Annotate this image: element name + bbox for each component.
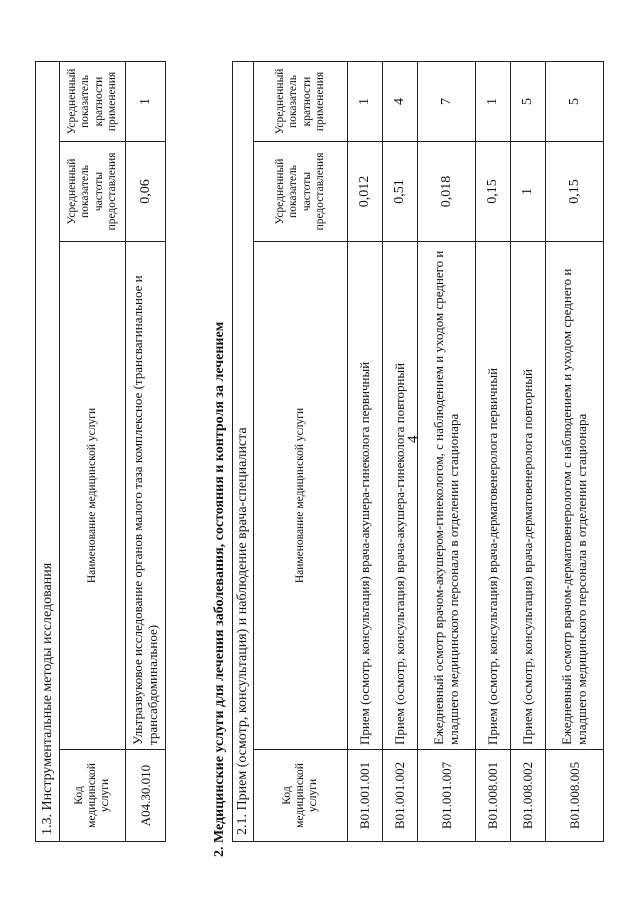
header-freq: Усредненный показатель частоты предоставления bbox=[254, 142, 348, 242]
table-row bbox=[348, 61, 383, 841]
table-row bbox=[476, 61, 511, 841]
service-name: Прием (осмотр, консультация) врача-дерматовенеролога первичный bbox=[476, 242, 511, 750]
multiplicity-value: 1 bbox=[126, 61, 166, 141]
frequency-value: 0,012 bbox=[348, 142, 383, 242]
service-name: Прием (осмотр, консультация) врача-акушера-гинеколога повторный bbox=[383, 242, 418, 750]
table-title: 1.3. Инструментальные методы исследования bbox=[36, 61, 60, 841]
service-code: B01.001.002 bbox=[383, 750, 418, 842]
multiplicity-value: 5 bbox=[511, 61, 546, 141]
service-name: Прием (осмотр, консультация) врача-дерматовенеролога повторный bbox=[511, 242, 546, 750]
instrumental-methods-table bbox=[35, 61, 166, 842]
frequency-value: 0,018 bbox=[418, 142, 476, 242]
service-code: A04.30.010 bbox=[126, 750, 166, 842]
service-code: B01.008.005 bbox=[546, 750, 604, 842]
frequency-value: 0,15 bbox=[476, 142, 511, 242]
header-freq: Усредненный показатель частоты предоставления bbox=[60, 142, 126, 242]
table-title: 2.1. Прием (осмотр, консультация) и наблюдение врача-специалиста bbox=[233, 61, 254, 841]
page-number: 4 bbox=[405, 435, 421, 443]
header-name: Наименование медицинской услуги bbox=[254, 242, 348, 750]
frequency-value: 1 bbox=[511, 142, 546, 242]
frequency-value: 0,06 bbox=[126, 142, 166, 242]
table-row bbox=[418, 61, 476, 841]
specialist-consultation-table bbox=[232, 61, 604, 842]
header-mult: Усредненный показатель кратности применения bbox=[60, 61, 126, 141]
table-row bbox=[511, 61, 546, 841]
service-name: Прием (осмотр, консультация) врача-акушера-гинеколога первичный bbox=[348, 242, 383, 750]
multiplicity-value: 7 bbox=[418, 61, 476, 141]
service-name: Ежедневный осмотр врачом-акушером-гинекологом, с наблюдением и уходом среднего и младшего медицинского персонала в отделении стационара bbox=[418, 242, 476, 750]
header-code: Код медицинской услуги bbox=[60, 750, 126, 842]
frequency-value: 0,15 bbox=[546, 142, 604, 242]
table-row bbox=[126, 61, 166, 841]
frequency-value: 0,51 bbox=[383, 142, 418, 242]
multiplicity-value: 5 bbox=[546, 61, 604, 141]
table-row bbox=[546, 61, 604, 841]
service-name: Ежедневный осмотр врачом-дерматовенерологом с наблюдением и уходом среднего и младшего медицинского персонала в отделении стационара bbox=[546, 242, 604, 750]
service-name: Ультразвуковое исследование органов малого таза комплексное (трансвагинальное и трансабдоминальное) bbox=[126, 242, 166, 750]
multiplicity-value: 4 bbox=[383, 61, 418, 141]
multiplicity-value: 1 bbox=[476, 61, 511, 141]
service-code: B01.008.001 bbox=[476, 750, 511, 842]
section-heading: 2. Медицинские услуги для лечения заболевания, состояния и контроля за лечением bbox=[212, 321, 227, 857]
table-row bbox=[383, 61, 418, 841]
header-code: Код медицинской услуги bbox=[254, 750, 348, 842]
header-name: Наименование медицинской услуги bbox=[60, 242, 126, 750]
service-code: B01.008.002 bbox=[511, 750, 546, 842]
header-mult: Усредненный показатель кратности применения bbox=[254, 61, 348, 141]
multiplicity-value: 1 bbox=[348, 61, 383, 141]
service-code: B01.001.001 bbox=[348, 750, 383, 842]
service-code: B01.001.007 bbox=[418, 750, 476, 842]
